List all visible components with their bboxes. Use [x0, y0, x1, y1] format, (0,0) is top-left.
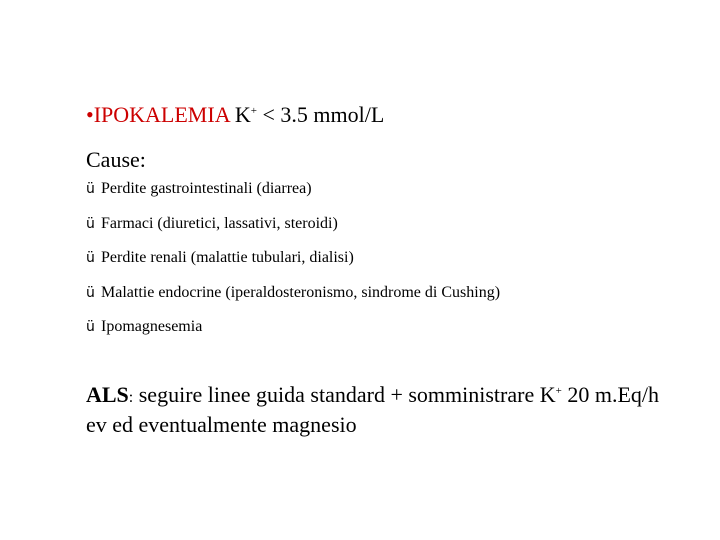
cause-text: Malattie endocrine (iperaldosteronismo, sindrome di Cushing): [101, 283, 501, 301]
als-colon: :: [128, 389, 134, 406]
cause-label: Cause:: [86, 147, 146, 172]
checkmark-icon: ü: [86, 250, 95, 266]
cause-list: [86, 178, 500, 351]
list-item: [86, 282, 500, 304]
threshold-value: < 3.5 mmol/L: [256, 102, 385, 127]
checkmark-icon: ü: [86, 284, 95, 301]
list-item: [86, 247, 500, 269]
cause-text: Perdite gastrointestinali (diarrea): [101, 180, 312, 197]
als-text-part1: seguire linee guida standard + somministrare K: [133, 382, 556, 407]
checkmark-icon: ü: [86, 319, 95, 335]
als-text-part2: 20 m.Eq/h ev ed eventualmente magnesio: [86, 382, 659, 437]
checkmark-icon: ü: [86, 215, 95, 232]
cause-text: Farmaci (diuretici, lassativi, steroidi): [101, 214, 338, 232]
ion-charge: +: [250, 105, 257, 117]
list-item: [86, 316, 500, 338]
list-item: [86, 178, 500, 200]
checkmark-icon: ü: [86, 181, 95, 197]
ion-symbol: K: [234, 102, 251, 127]
cause-text: Perdite renali (malattie tubulari, dialisi): [101, 249, 354, 266]
cause-text: Ipomagnesemia: [101, 318, 203, 335]
als-charge: +: [555, 385, 562, 397]
heading-line: [86, 100, 384, 130]
heading-term: IPOKALEMIA: [93, 102, 230, 127]
list-item: [86, 213, 500, 235]
als-label: ALS: [86, 382, 129, 407]
bullet-icon: •: [86, 102, 94, 127]
als-paragraph: [86, 381, 666, 438]
